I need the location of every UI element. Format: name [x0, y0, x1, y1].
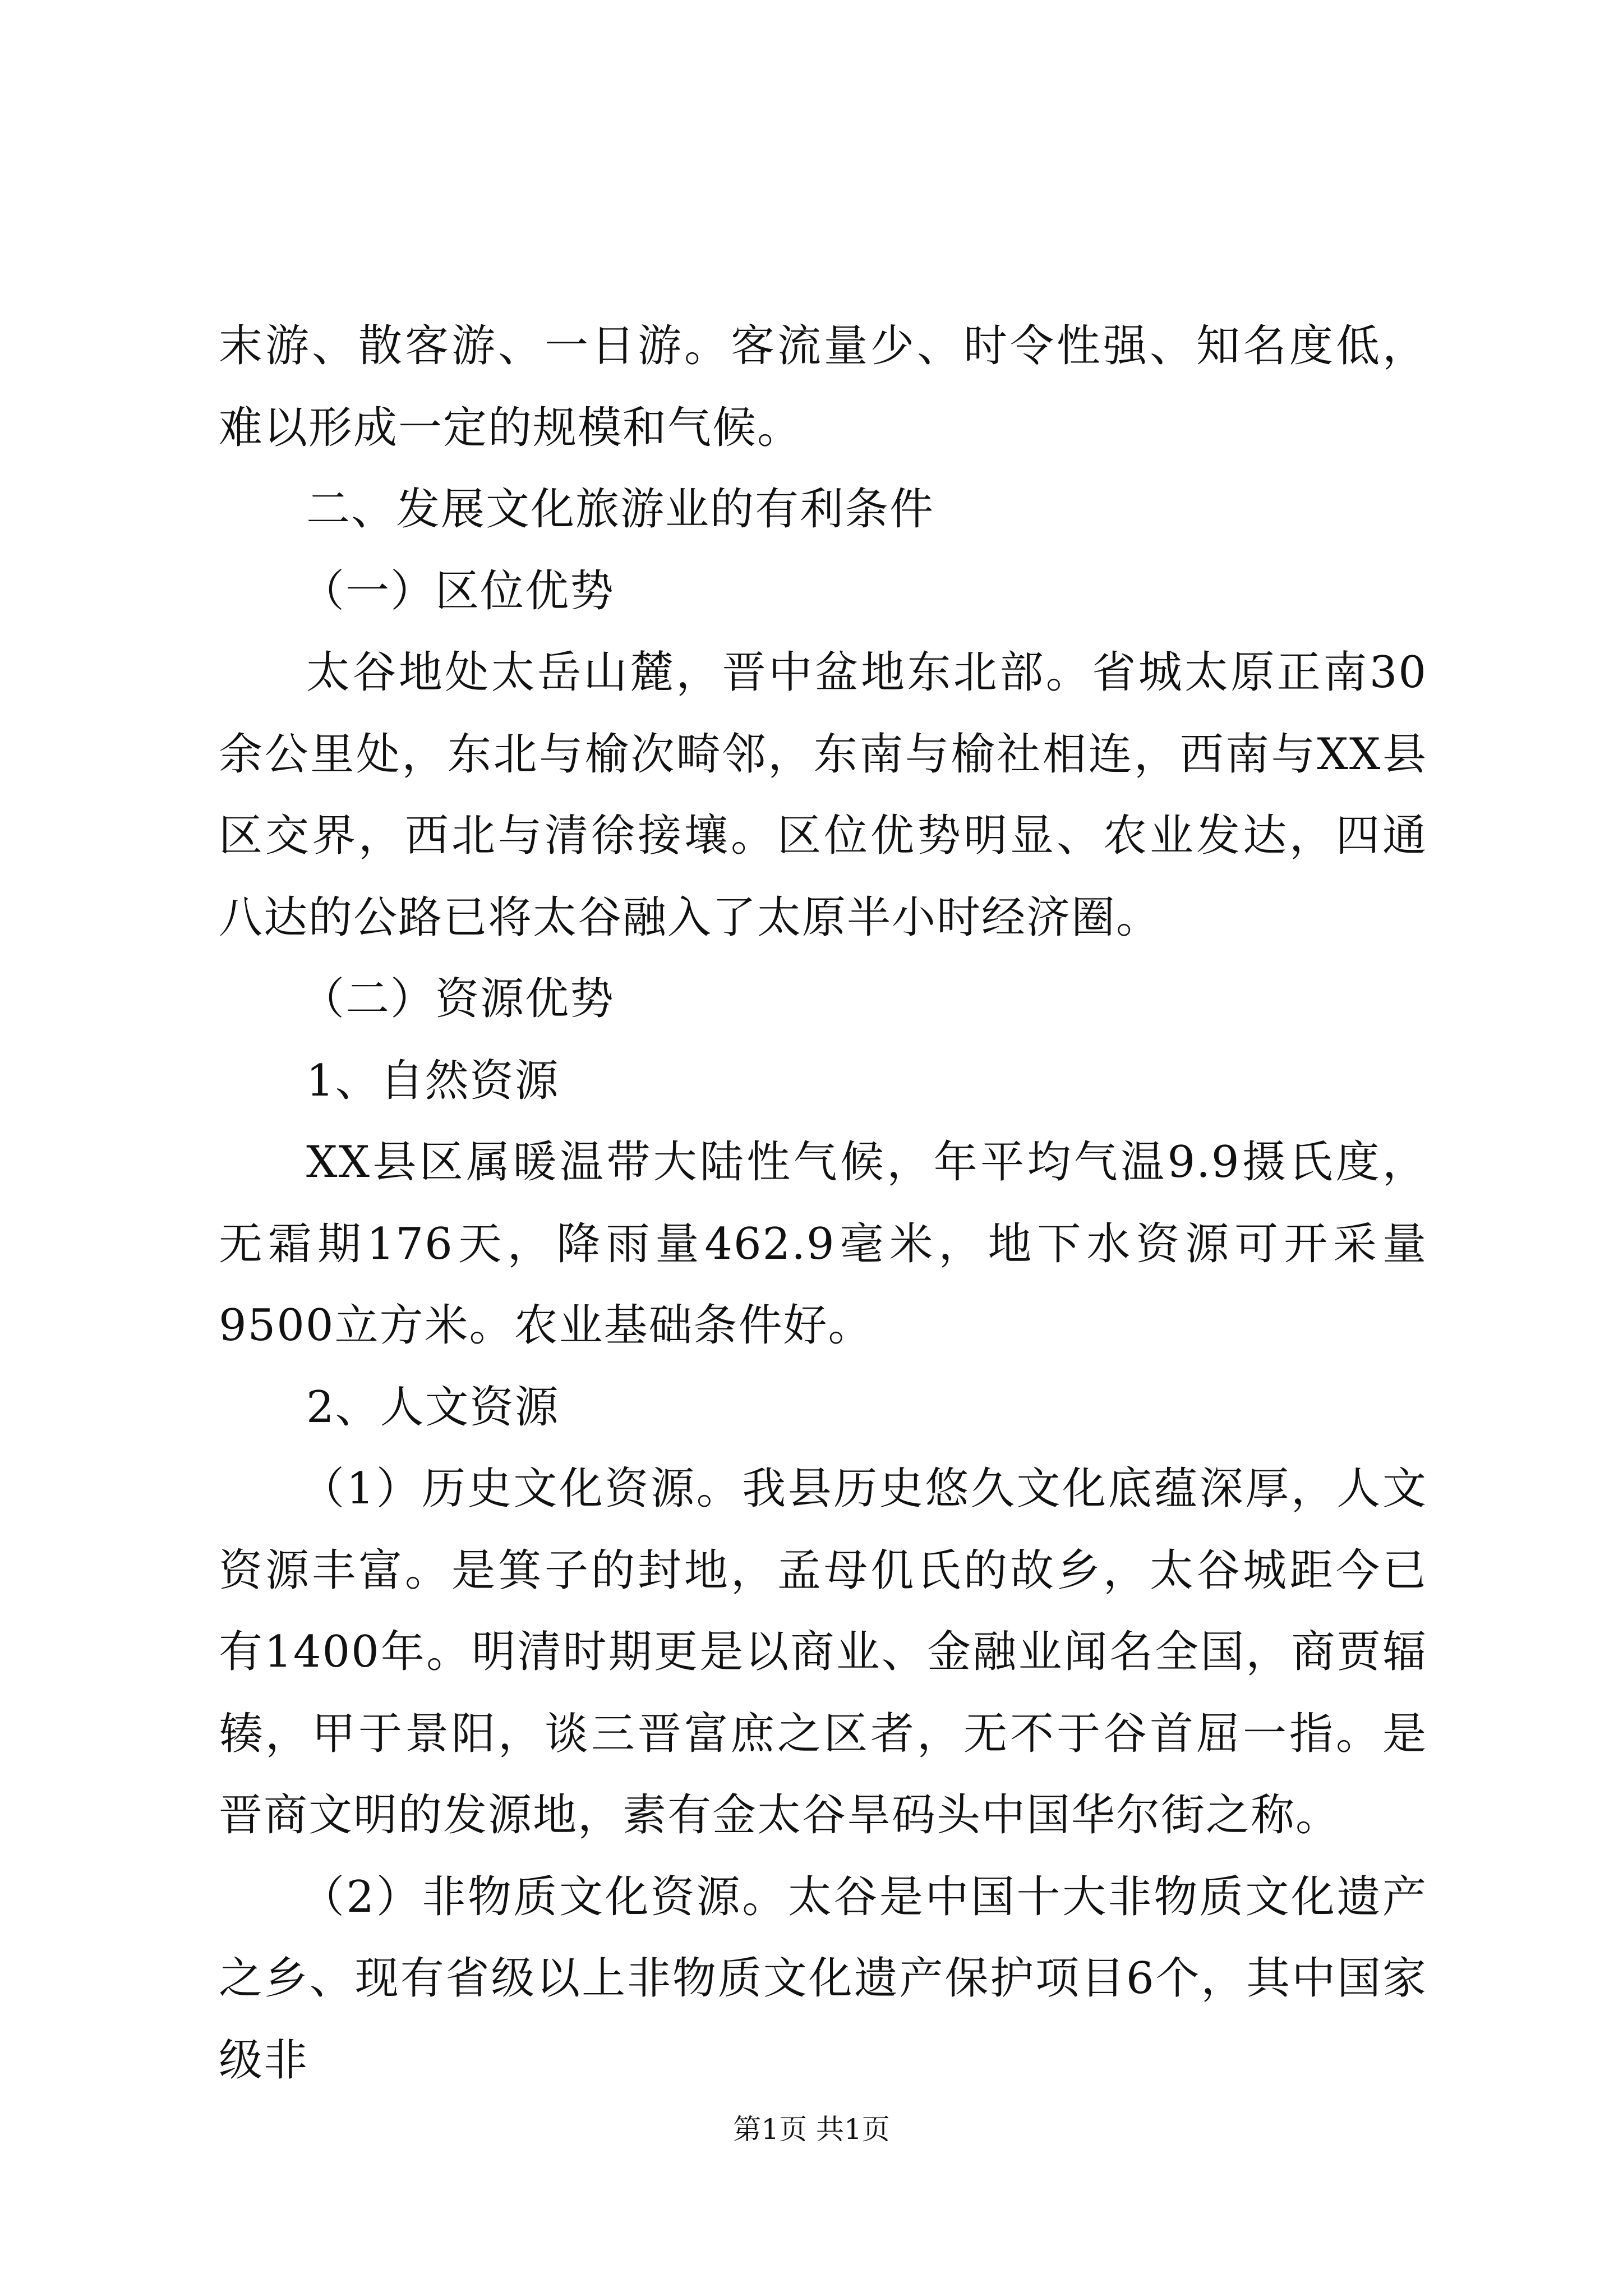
subheading-cultural-resources: 2、人文资源 — [306, 1382, 560, 1433]
subheading-natural-resources: 1、自然资源 — [306, 1055, 560, 1106]
paragraph-intangible-heritage: （2）非物质文化资源。太谷是中国十大非物质文化遗产之乡、现有省级以上非物质文化遗产保护项目6个，其中国家级非 — [219, 1871, 1427, 2086]
section-heading-favorable-conditions: 二、发展文化旅游业的有利条件 — [306, 484, 935, 535]
subheading-resource-advantage: （二）资源优势 — [301, 974, 615, 1024]
paragraph-historical-culture: （1）历史文化资源。我县历史悠久文化底蕴深厚，人文资源丰富。是箕子的封地，孟母仉氏的故乡，太谷城距今已有1400年。明清时期更是以商业、金融业闻名全国，商贾辐辏，甲于景阳，谈三晋富庶之区者，无不于谷首屈一指。是晋商文明的发源地，素有金太谷旱码头中国华尔街之称。 — [219, 1464, 1427, 1841]
paragraph-location: 太谷地处太岳山麓，晋中盆地东北部。省城太原正南30余公里处，东北与榆次畸邻，东南与榆社相连，西南与XX县区交界，西北与清徐接壤。区位优势明显、农业发达，四通八达的公路已将太谷融入了太原半小时经济圈。 — [219, 647, 1427, 943]
document-body — [219, 306, 1427, 2101]
subheading-location-advantage: （一）区位优势 — [301, 565, 615, 616]
paragraph-continuation: 末游、散客游、一日游。客流量少、时令性强、知名度低，难以形成一定的规模和气候。 — [219, 321, 1427, 453]
paragraph-natural-resources: XX县区属暖温带大陆性气候，年平均气温9.9摄氏度，无霜期176天，降雨量462.9毫米，地下水资源可开采量9500立方米。农业基础条件好。 — [219, 1137, 1427, 1351]
page-number-footer: 第1页 共1页 — [733, 2113, 890, 2146]
